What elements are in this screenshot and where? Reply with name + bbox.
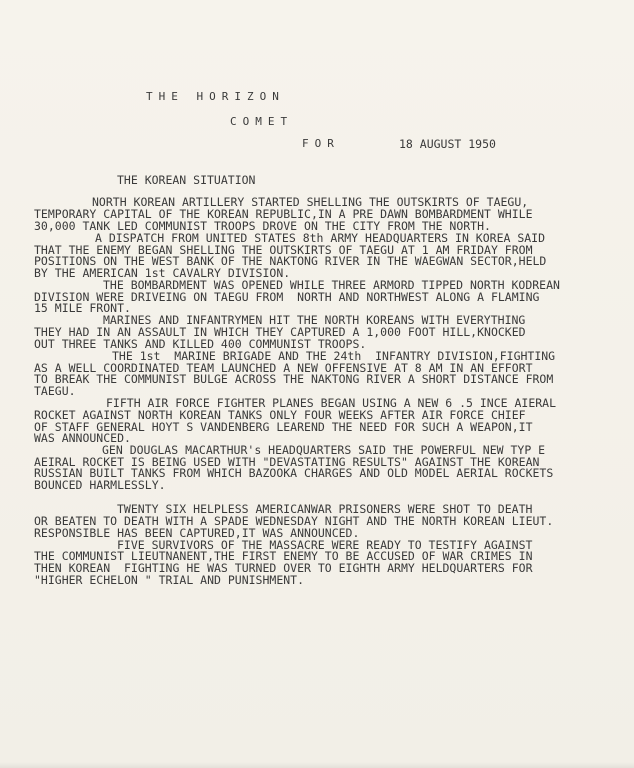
text-line: TAEGU. <box>34 384 76 398</box>
text-line: "HIGHER ECHELON " TRIAL AND PUNISHMENT. <box>34 573 305 587</box>
text-line: OF STAFF GENERAL HOYT S VANDENBERG LEAREND THE NEED FOR SUCH A WEAPON,IT <box>34 420 533 434</box>
text-line: WAS ANNOUNCED. <box>34 431 131 445</box>
text-line: OR BEATEN TO DEATH WITH A SPADE WEDNESDAY NIGHT AND THE NORTH KOREAN LIEUT. <box>34 514 554 528</box>
text-line: TO BREAK THE COMMUNIST BULGE ACROSS THE NAKTONG RIVER A SHORT DISTANCE FROM <box>34 372 554 386</box>
text-line: NORTH KOREAN ARTILLERY STARTED SHELLING THE OUTSKIRTS OF TAEGU, <box>92 195 529 209</box>
text-line: THE 1st MARINE BRIGADE AND THE 24th INFANTRY DIVISION,FIGHTING <box>112 349 556 363</box>
masthead-subtitle: COMET <box>230 115 294 128</box>
text-line: THEY HAD IN AN ASSAULT IN WHICH THEY CAPTURED A 1,000 FOOT HILL,KNOCKED <box>34 325 526 339</box>
text-line: DIVISION WERE DRIVEING ON TAEGU FROM NORTH AND NORTHWEST ALONG A FLAMING <box>34 290 540 304</box>
text-line: 30,000 TANK LED COMMUNIST TROOPS DROVE ON THE CITY FROM THE NORTH. <box>34 219 491 233</box>
text-line: ROCKET AGAINST NORTH KOREAN TANKS ONLY FOUR WEEKS AFTER AIR FORCE CHIEF <box>34 408 526 422</box>
text-line: THEN KOREAN FIGHTING HE WAS TURNED OVER TO EIGHTH ARMY HELDQUARTERS FOR <box>34 561 533 575</box>
text-line: THAT THE ENEMY BEGAN SHELLING THE OUTSKIRTS OF TAEGU AT 1 AM FRIDAY FROM <box>34 243 533 257</box>
for-label: FOR <box>302 137 340 150</box>
text-line: MARINES AND INFANTRYMEN HIT THE NORTH KOREANS WITH EVERYTHING <box>103 313 526 327</box>
text-line: THE BOMBARDMENT WAS OPENED WHILE THREE ARMORD TIPPED NORTH KODREAN <box>103 278 560 292</box>
text-line: FIVE SURVIVORS OF THE MASSACRE WERE READY TO TESTIFY AGAINST <box>117 538 533 552</box>
text-line: BY THE AMERICAN 1st CAVALRY DIVISION. <box>34 266 291 280</box>
section-title: THE KOREAN SITUATION <box>117 173 256 187</box>
text-line: GEN DOUGLAS MACARTHUR's HEADQUARTERS SAID THE POWERFUL NEW TYP E <box>102 443 546 457</box>
text-line: RUSSIAN BUILT TANKS FROM WHICH BAZOOKA CHARGES AND OLD MODEL AERIAL ROCKETS <box>34 466 554 480</box>
text-line: A DISPATCH FROM UNITED STATES 8th ARMY HEADQUARTERS IN KOREA SAID <box>95 231 546 245</box>
text-line: AEIRAL ROCKET IS BEING USED WITH "DEVASTATING RESULTS" AGAINST THE KOREAN <box>34 455 540 469</box>
text-line: 15 MILE FRONT. <box>34 301 131 315</box>
text-line: RESPONSIBLE HAS BEEN CAPTURED,IT WAS ANNOUNCED. <box>34 526 360 540</box>
text-line: POSITIONS ON THE WEST BANK OF THE NAKTONG RIVER IN THE WAEGWAN SECTOR,HELD <box>34 254 547 268</box>
text-line: TWENTY SIX HELPLESS AMERICANWAR PRISONERS WERE SHOT TO DEATH <box>117 502 533 516</box>
issue-date: 18 AUGUST 1950 <box>399 137 496 151</box>
text-line: BOUNCED HARMLESSLY. <box>34 478 166 492</box>
text-line: THE COMMUNIST LIEUTNANENT,THE FIRST ENEMY TO BE ACCUSED OF WAR CRIMES IN <box>34 549 533 563</box>
masthead-title: THE HORIZON <box>146 90 285 103</box>
text-line: OUT THREE TANKS AND KILLED 400 COMMUNIST TROOPS. <box>34 337 367 351</box>
text-line: TEMPORARY CAPITAL OF THE KOREAN REPUBLIC,IN A PRE DAWN BOMBARDMENT WHILE <box>34 207 533 221</box>
page-edge-shadow <box>0 762 634 768</box>
text-line: FIFTH AIR FORCE FIGHTER PLANES BEGAN USING A NEW 6 .5 INCE AIERAL <box>106 396 557 410</box>
text-line: AS A WELL COORDINATED TEAM LAUNCHED A NEW OFFENSIVE AT 8 AM IN AN EFFORT <box>34 361 533 375</box>
